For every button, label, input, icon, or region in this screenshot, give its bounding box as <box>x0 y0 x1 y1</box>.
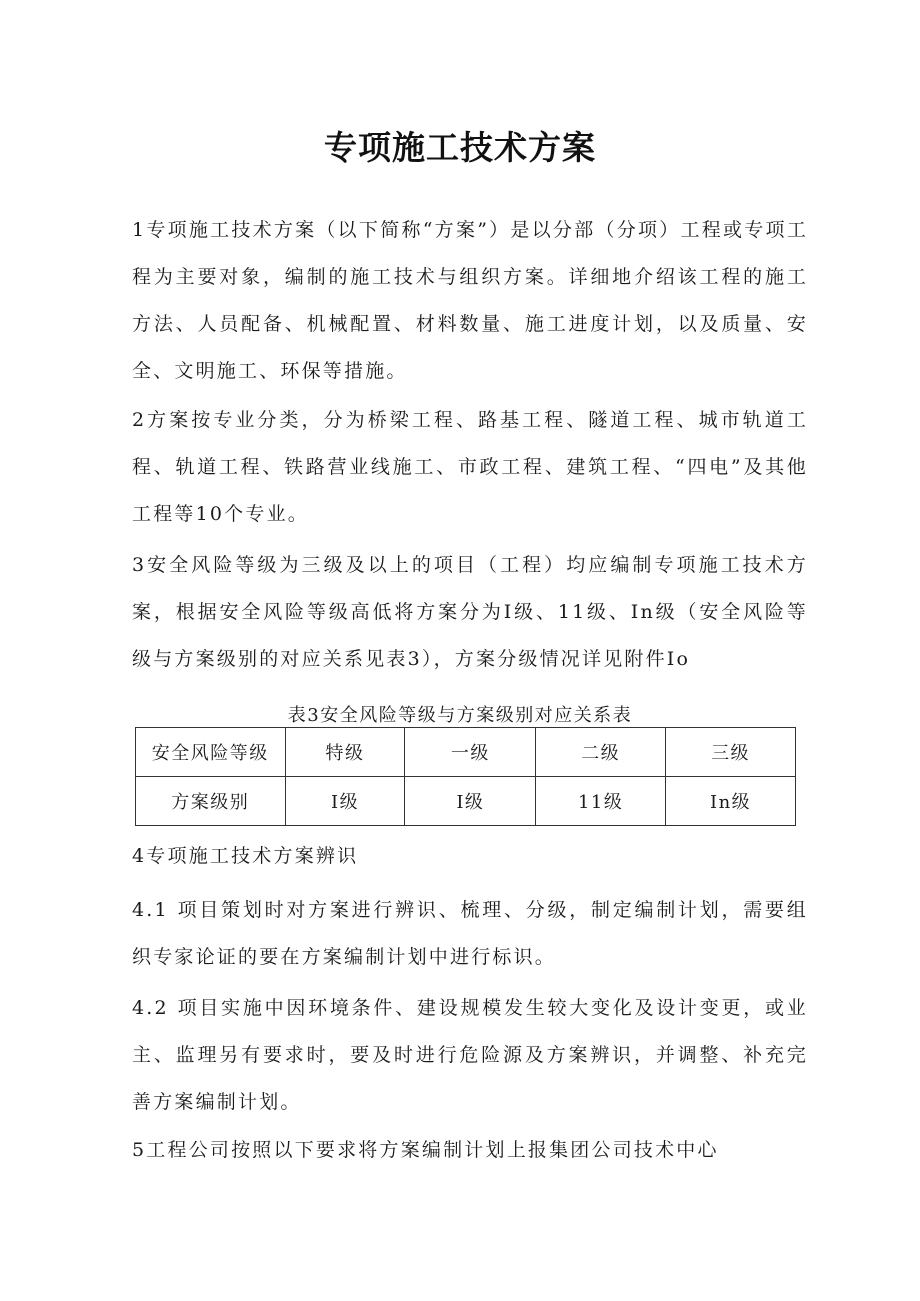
table-cell: 三级 <box>666 728 796 777</box>
table-row <box>136 728 796 777</box>
paragraph-4-2: 4.2 项目实施中因环境条件、建设规模发生较大变化及设计变更，或业主、监理另有要求时，要及时进行危险源及方案辨识，并调整、补充完善方案编制计划。 <box>132 997 808 1113</box>
paragraph-1: 1专项施工技术方案（以下简称“方案”）是以分部（分项）工程或专项工程为主要对象，编制的施工技术与组织方案。详细地介绍该工程的施工方法、人员配备、机械配置、材料数量、施工进度计划，以及质量、安全、文明施工、环保等措施。 <box>132 219 808 382</box>
table-cell: In级 <box>666 777 796 826</box>
paragraph-3: 3安全风险等级为三级及以上的项目（工程）均应编制专项施工技术方案，根据安全风险等级高低将方案分为I级、11级、In级（安全风险等级与方案级别的对应关系见表3），方案分级情况详见附件Io <box>132 554 808 670</box>
table-cell: 特级 <box>285 728 405 777</box>
table-cell: 安全风险等级 <box>136 728 286 777</box>
section-5-heading: 5工程公司按照以下要求将方案编制计划上报集团公司技术中心 <box>132 1139 719 1161</box>
table-cell: 二级 <box>536 728 666 777</box>
table-cell: 11级 <box>536 777 666 826</box>
table-row <box>136 777 796 826</box>
table-cell: I级 <box>285 777 405 826</box>
paragraph-2: 2方案按专业分类，分为桥梁工程、路基工程、隧道工程、城市轨道工程、轨道工程、铁路营业线施工、市政工程、建筑工程、“四电”及其他工程等10个专业。 <box>132 409 808 525</box>
page-title: 专项施工技术方案 <box>324 128 596 167</box>
table-cell: I级 <box>405 777 536 826</box>
risk-level-table <box>135 727 796 826</box>
paragraph-4-1: 4.1 项目策划时对方案进行辨识、梳理、分级，制定编制计划，需要组织专家论证的要在方案编制计划中进行标识。 <box>132 899 808 968</box>
table-cell: 方案级别 <box>136 777 286 826</box>
table-cell: 一级 <box>405 728 536 777</box>
table-caption: 表3安全风险等级与方案级别对应关系表 <box>287 705 633 726</box>
section-4-heading: 4专项施工技术方案辨识 <box>132 845 359 867</box>
